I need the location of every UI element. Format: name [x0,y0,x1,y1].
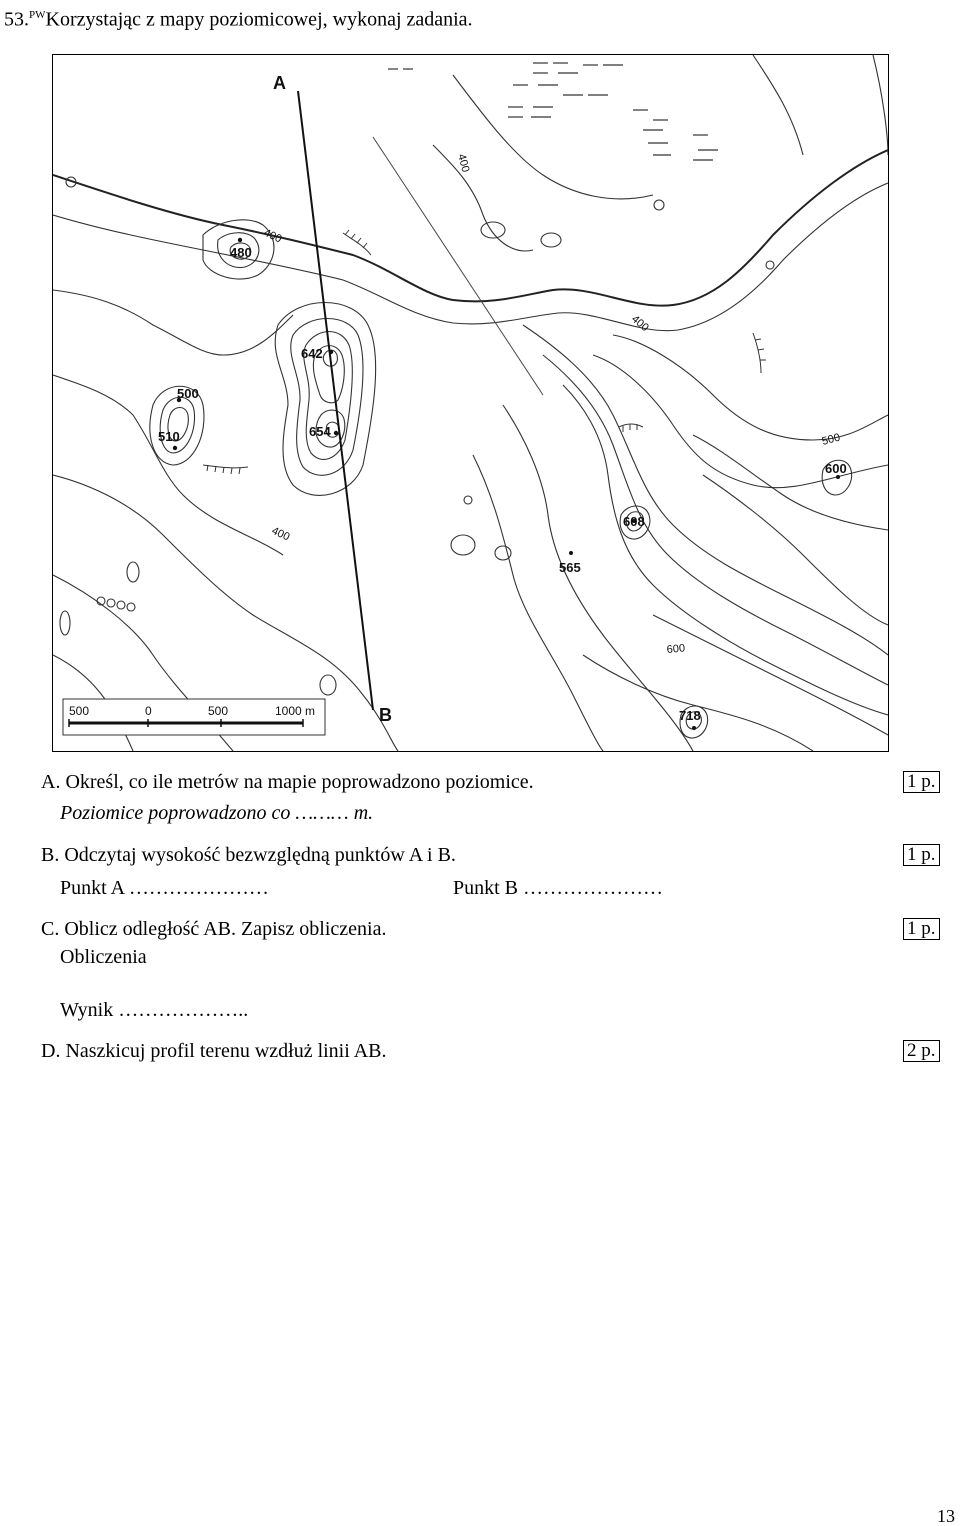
task-number: 53. [4,8,29,31]
contour-label: 400 [269,524,292,544]
scale-bar [63,699,325,735]
task-b-text: B. Odczytaj wysokość bezwzględną punktów A i B. [41,844,456,866]
elevation-label: 654 [309,424,331,439]
contour-label: 400 [629,313,651,335]
task-d-points: 2 p. [903,1040,940,1062]
elevation-label: 565 [559,560,581,575]
task-c-points: 1 p. [903,918,940,940]
task-instruction: Korzystając z mapy poziomicowej, wykonaj zadania. [45,8,473,31]
contour-label: 600 [666,642,686,656]
contour-label: 500 [820,431,842,448]
label-point-a: A [273,73,286,93]
task-header [4,3,473,32]
task-a-text: A. Określ, co ile metrów na mapie poprowadzono poziomice. [41,771,534,793]
task-a-points: 1 p. [903,771,940,793]
contour-map [52,54,889,752]
task-d-text: D. Naszkicuj profil terenu wzdłuż linii AB. [41,1040,387,1062]
task-a-answer-line[interactable]: Poziomice poprowadzono co ……… m. [60,802,374,824]
elevation-label: 600 [825,461,847,476]
scale-label: 0 [145,704,152,718]
elevation-label: 510 [158,429,180,444]
elevation-label: 500 [177,386,199,401]
scale-label: 500 [69,704,90,718]
elevation-label: 480 [230,245,252,260]
task-b-point-a-line[interactable]: Punkt A ………………… [60,877,269,899]
contour-map-drawing [53,55,888,751]
scale-label: 500 [208,704,229,718]
task-c-text: C. Oblicz odległość AB. Zapisz obliczenia. [41,918,387,940]
page-number: 13 [937,1506,955,1526]
elevation-label: 718 [679,708,701,723]
task-superscript: PW [29,9,46,21]
task-b-point-b-line[interactable]: Punkt B ………………… [453,877,664,899]
scale-label: 1000 m [275,704,316,718]
task-c-calc-label: Obliczenia [60,946,147,968]
task-b-points: 1 p. [903,844,940,866]
contour-label: 400 [455,152,472,174]
task-c-result-line[interactable]: Wynik ……………….. [60,999,249,1021]
label-point-b: B [379,705,392,725]
elevation-label: 608 [623,514,645,529]
elevation-label: 642 [301,346,323,361]
contour-label: 400 [261,226,284,246]
